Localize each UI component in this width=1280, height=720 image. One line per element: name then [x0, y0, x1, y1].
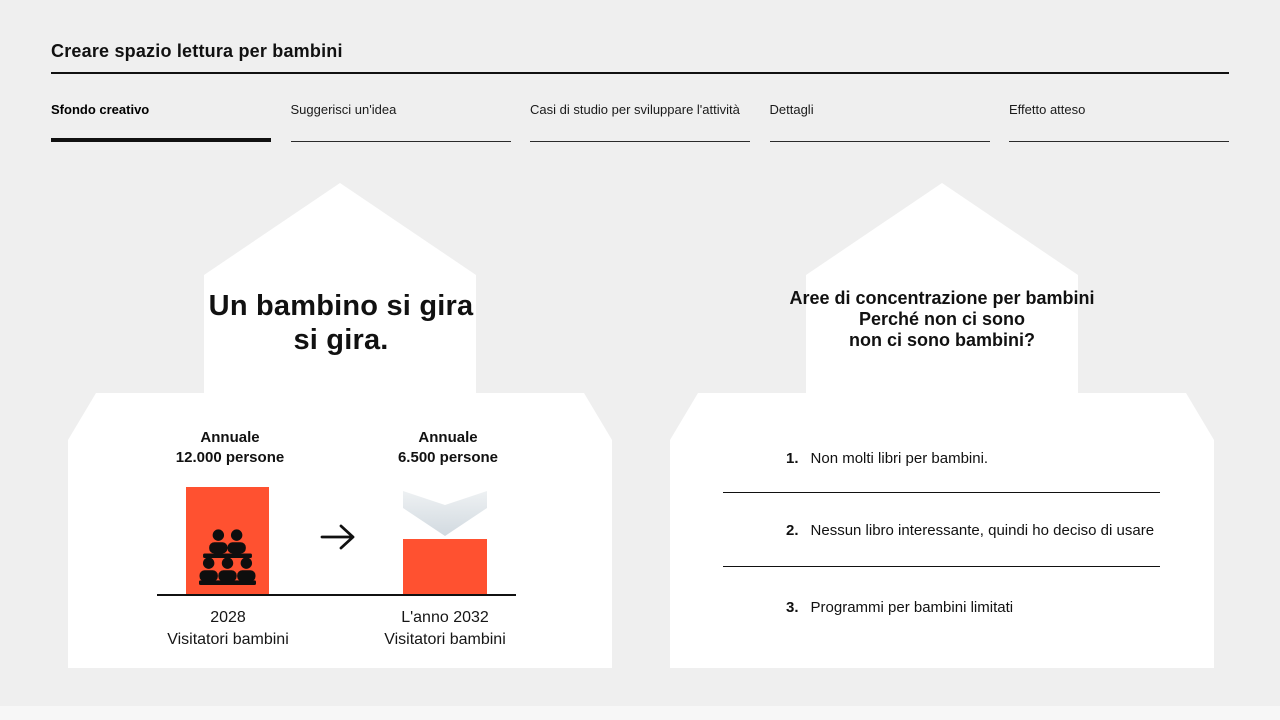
list-divider	[723, 492, 1160, 493]
item-text: Programmi per bambini limitati	[810, 599, 1014, 616]
bar2-value-line2: 6.500 persone	[397, 449, 499, 466]
item-text: Non molti libri per bambini.	[810, 450, 989, 467]
tab-underline	[530, 141, 750, 142]
tab-underline	[51, 138, 271, 142]
chart-baseline	[157, 594, 516, 596]
list-item	[786, 598, 1186, 617]
list-item	[786, 449, 1186, 468]
tab-label: Sfondo creativo	[51, 102, 150, 117]
left-panel-title-line2: si gira.	[293, 324, 389, 356]
header-divider	[51, 72, 1229, 74]
tab-underline	[770, 141, 990, 142]
right-panel-title	[742, 288, 1142, 351]
bar2-category-label	[355, 607, 535, 651]
bottom-strip	[0, 706, 1280, 720]
bar1-category-label	[138, 607, 318, 651]
audience-icon	[199, 528, 256, 585]
bar-2028	[186, 487, 269, 596]
bar-2032	[403, 539, 487, 596]
bar2-value-line1: Annuale	[418, 429, 478, 446]
bar2-value-label	[366, 428, 530, 468]
tab-casi-di-studio[interactable]	[530, 102, 750, 142]
tab-label: Effetto atteso	[1009, 102, 1086, 117]
tab-bar	[51, 102, 1229, 142]
item-number: 3.	[786, 599, 799, 616]
page-title: Creare spazio lettura per bambini	[51, 41, 343, 61]
tab-label: Dettagli	[769, 102, 814, 117]
item-text: Nessun libro interessante, quindi ho deciso di usare	[810, 522, 1155, 539]
decrease-arrow-icon	[403, 489, 487, 537]
left-panel-title	[141, 289, 541, 357]
right-panel-title-line1: Aree di concentrazione per bambini	[789, 288, 1095, 308]
right-panel-title-line3: non ci sono bambini?	[849, 330, 1035, 350]
item-number: 2.	[786, 522, 799, 539]
tab-dettagli[interactable]	[770, 102, 990, 142]
list-divider	[723, 566, 1160, 567]
tab-label: Suggerisci un'idea	[290, 102, 397, 117]
right-arrow-icon	[320, 523, 356, 551]
tab-effetto-atteso[interactable]	[1009, 102, 1229, 142]
left-panel-title-line1: Un bambino si gira	[208, 290, 474, 322]
tab-label: Casi di studio per sviluppare l'attività	[530, 102, 740, 117]
tab-suggerisci-unidea[interactable]	[291, 102, 511, 142]
right-house-panel	[670, 183, 1214, 668]
tab-underline	[291, 141, 511, 142]
tab-sfondo-creativo[interactable]	[51, 102, 271, 142]
tab-underline	[1009, 141, 1229, 142]
list-item	[786, 521, 1186, 540]
item-number: 1.	[786, 450, 799, 467]
bar2-year: L'anno 2032	[401, 609, 489, 626]
bar1-year: 2028	[210, 609, 246, 626]
bar2-category: Visitatori bambini	[384, 631, 506, 648]
right-panel-title-line2: Perché non ci sono	[858, 309, 1026, 329]
bar1-value-line1: Annuale	[200, 429, 260, 446]
bar1-value-line2: 12.000 persone	[175, 449, 285, 466]
bar1-category: Visitatori bambini	[167, 631, 289, 648]
bar1-value-label	[148, 428, 312, 468]
